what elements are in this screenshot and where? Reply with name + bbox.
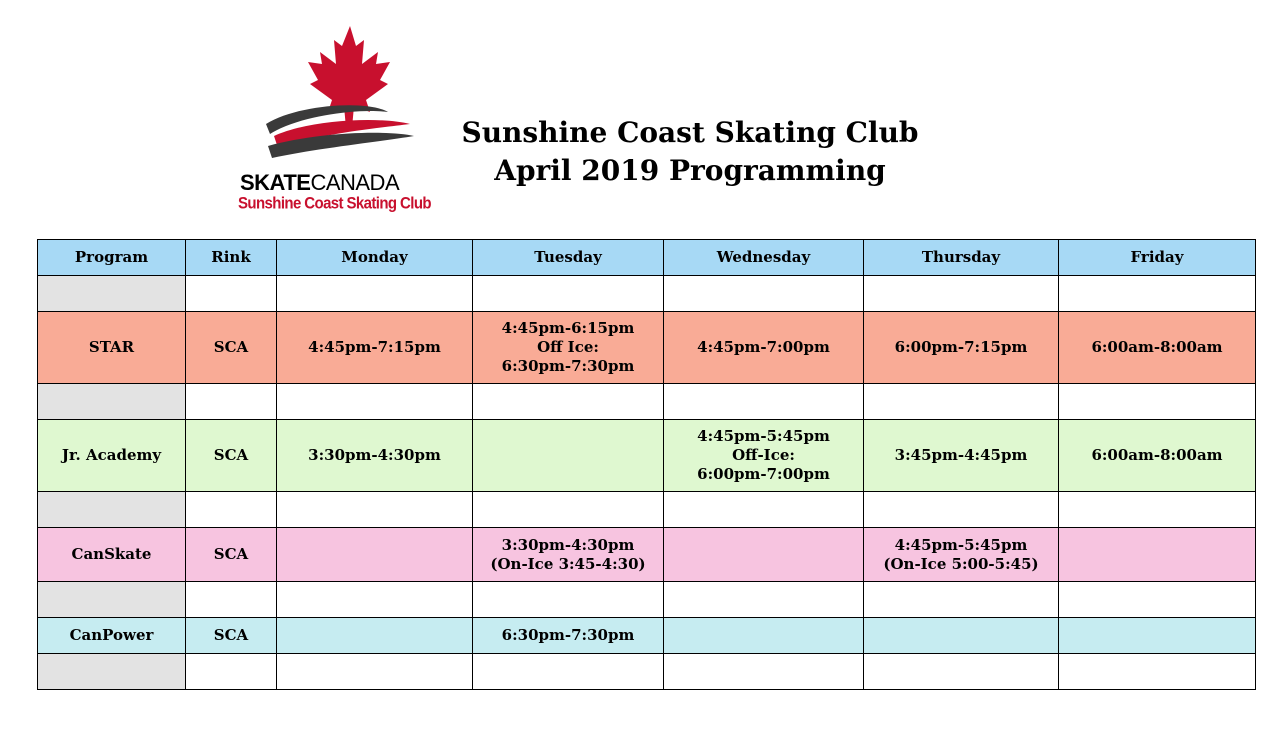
- spacer-cell: [473, 384, 664, 420]
- title-line-1: Sunshine Coast Skating Club: [461, 116, 919, 149]
- spacer-cell: [473, 276, 664, 312]
- table-row-star: [38, 312, 1256, 384]
- time-line: 4:45pm-5:45pm: [894, 535, 1028, 554]
- friday-cell: [1059, 528, 1256, 582]
- spacer-row: [38, 654, 1256, 690]
- spacer-cell: [664, 492, 864, 528]
- time-line: 4:45pm-5:45pm: [697, 427, 830, 445]
- thursday-cell: 6:00pm-7:15pm: [864, 312, 1059, 384]
- spacer-cell: [864, 276, 1059, 312]
- friday-cell: 6:00am-8:00am: [1059, 312, 1256, 384]
- spacer-cell: [473, 492, 664, 528]
- spacer-cell: [38, 276, 186, 312]
- skate-canada-logo: [238, 24, 431, 213]
- logo-club-text: Sunshine Coast Skating Club: [238, 194, 431, 213]
- spacer-cell: [38, 492, 186, 528]
- spacer-cell: [1059, 654, 1256, 690]
- rink-cell: SCA: [186, 420, 277, 492]
- spacer-cell: [277, 654, 473, 690]
- time-line: Off Ice:: [537, 338, 599, 356]
- thursday-cell: [864, 618, 1059, 654]
- spacer-cell: [664, 582, 864, 618]
- spacer-cell: [473, 582, 664, 618]
- spacer-cell: [473, 654, 664, 690]
- program-name: STAR: [38, 312, 186, 384]
- spacer-cell: [1059, 276, 1256, 312]
- spacer-cell: [38, 582, 186, 618]
- monday-cell: [277, 618, 473, 654]
- header-tuesday: Tuesday: [473, 240, 664, 276]
- spacer-row: [38, 384, 1256, 420]
- spacer-cell: [277, 492, 473, 528]
- spacer-cell: [277, 276, 473, 312]
- rink-cell: SCA: [186, 528, 277, 582]
- time-line: 3:30pm-4:30pm: [501, 535, 635, 554]
- thursday-cell: 3:45pm-4:45pm: [864, 420, 1059, 492]
- rink-cell: SCA: [186, 312, 277, 384]
- spacer-cell: [664, 276, 864, 312]
- logo-wordmark: [240, 172, 426, 194]
- header-rink: Rink: [186, 240, 277, 276]
- wednesday-cell: [664, 618, 864, 654]
- header-program: Program: [38, 240, 186, 276]
- header-wednesday: Wednesday: [664, 240, 864, 276]
- spacer-cell: [1059, 492, 1256, 528]
- spacer-cell: [38, 654, 186, 690]
- spacer-cell: [186, 492, 277, 528]
- tuesday-cell: [473, 312, 664, 384]
- spacer-cell: [186, 582, 277, 618]
- header-thursday: Thursday: [864, 240, 1059, 276]
- program-name: CanSkate: [38, 528, 186, 582]
- spacer-cell: [186, 384, 277, 420]
- spacer-cell: [1059, 384, 1256, 420]
- spacer-cell: [864, 654, 1059, 690]
- time-line: 6:00pm-7:00pm: [697, 465, 830, 483]
- logo-canada-text: CANADA: [310, 170, 400, 195]
- title-line-2: April 2019 Programming: [494, 154, 886, 187]
- spacer-cell: [664, 384, 864, 420]
- spacer-cell: [186, 654, 277, 690]
- monday-cell: [277, 528, 473, 582]
- tuesday-cell: 6:30pm-7:30pm: [473, 618, 664, 654]
- time-line: (On-Ice 5:00-5:45): [883, 554, 1039, 573]
- time-line: (On-Ice 3:45-4:30): [490, 554, 646, 573]
- table-row-canpower: [38, 618, 1256, 654]
- spacer-cell: [277, 384, 473, 420]
- maple-leaf-icon: [238, 24, 428, 174]
- spacer-cell: [864, 582, 1059, 618]
- logo-skate-text: SKATE: [240, 170, 311, 195]
- friday-cell: 6:00am-8:00am: [1059, 420, 1256, 492]
- wednesday-cell: [664, 420, 864, 492]
- spacer-cell: [277, 582, 473, 618]
- spacer-cell: [1059, 582, 1256, 618]
- spacer-cell: [864, 492, 1059, 528]
- spacer-row: [38, 276, 1256, 312]
- tuesday-cell: [473, 528, 664, 582]
- page-title: [440, 114, 940, 190]
- table-row-canskate: [38, 528, 1256, 582]
- header-friday: Friday: [1059, 240, 1256, 276]
- schedule-table: [37, 239, 1256, 690]
- spacer-cell: [864, 384, 1059, 420]
- time-line: 6:30pm-7:30pm: [501, 357, 635, 375]
- program-name: CanPower: [38, 618, 186, 654]
- friday-cell: [1059, 618, 1256, 654]
- wednesday-cell: [664, 528, 864, 582]
- table-row-jr-academy: [38, 420, 1256, 492]
- program-name: Jr. Academy: [38, 420, 186, 492]
- header-monday: Monday: [277, 240, 473, 276]
- spacer-cell: [664, 654, 864, 690]
- time-line: Off-Ice:: [732, 446, 795, 464]
- thursday-cell: [864, 528, 1059, 582]
- spacer-row: [38, 492, 1256, 528]
- monday-cell: 3:30pm-4:30pm: [277, 420, 473, 492]
- wednesday-cell: 4:45pm-7:00pm: [664, 312, 864, 384]
- rink-cell: SCA: [186, 618, 277, 654]
- header-row: [38, 240, 1256, 276]
- time-line: 4:45pm-6:15pm: [501, 319, 635, 337]
- spacer-cell: [38, 384, 186, 420]
- spacer-cell: [186, 276, 277, 312]
- spacer-row: [38, 582, 1256, 618]
- tuesday-cell: [473, 420, 664, 492]
- monday-cell: 4:45pm-7:15pm: [277, 312, 473, 384]
